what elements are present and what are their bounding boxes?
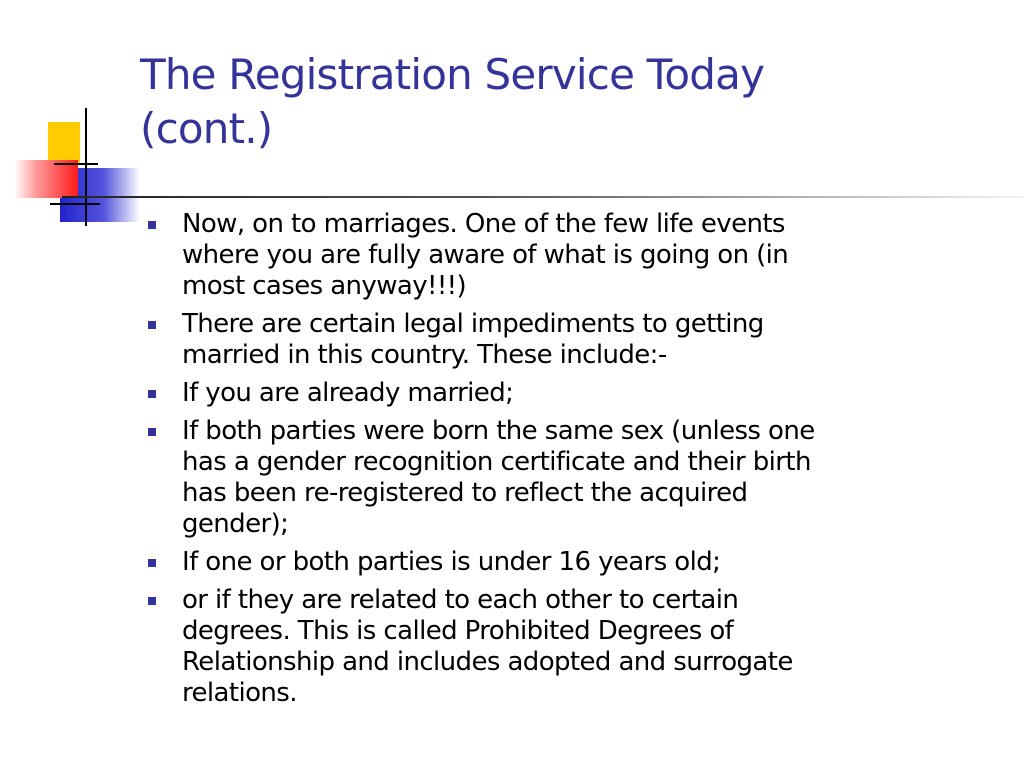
bullet-square-icon <box>148 390 156 398</box>
bullet-item <box>148 547 1018 578</box>
yellow-square <box>48 122 80 164</box>
bullet-item <box>148 416 1018 540</box>
bullet-square-icon <box>148 597 156 605</box>
bullet-text-line: has a gender recognition certificate and their birth <box>182 447 811 477</box>
decorative-squares-logo <box>0 100 140 230</box>
bullet-text-line: where you are fully aware of what is going on (in <box>182 240 789 270</box>
bullet-text-line: or if they are related to each other to certain <box>182 585 739 615</box>
bullet-text-line: has been re-registered to reflect the acquired <box>182 478 748 508</box>
bullet-text-line: gender); <box>182 509 289 539</box>
slide-title-line-1: The Registration Service Today <box>140 50 765 99</box>
slide-title <box>140 48 1000 156</box>
bullet-item <box>148 309 1018 371</box>
bullet-text-line: Now, on to marriages. One of the few life events <box>182 209 785 239</box>
red-rectangle <box>14 160 78 198</box>
bullet-text-line: degrees. This is called Prohibited Degrees of <box>182 616 734 646</box>
bullet-text-line: If both parties were born the same sex (unless one <box>182 416 815 446</box>
slide-title-line-2: (cont.) <box>140 104 273 153</box>
bullet-text-line: relations. <box>182 678 297 708</box>
bullet-square-icon <box>148 428 156 436</box>
bullet-square-icon <box>148 221 156 229</box>
bullet-text-line: If you are already married; <box>182 378 514 408</box>
bullet-square-icon <box>148 559 156 567</box>
bullet-item <box>148 378 1018 409</box>
bullet-item <box>148 209 1018 302</box>
bullet-text-line: If one or both parties is under 16 years old; <box>182 547 721 577</box>
bullet-text-line: There are certain legal impediments to getting <box>182 309 764 339</box>
bullet-list <box>148 209 1018 716</box>
bullet-square-icon <box>148 321 156 329</box>
bullet-text-line: Relationship and includes adopted and surrogate <box>182 647 793 677</box>
title-divider <box>62 196 1024 198</box>
bullet-item <box>148 585 1018 709</box>
bullet-text-line: married in this country. These include:- <box>182 340 667 370</box>
bullet-text-line: most cases anyway!!!) <box>182 271 467 301</box>
